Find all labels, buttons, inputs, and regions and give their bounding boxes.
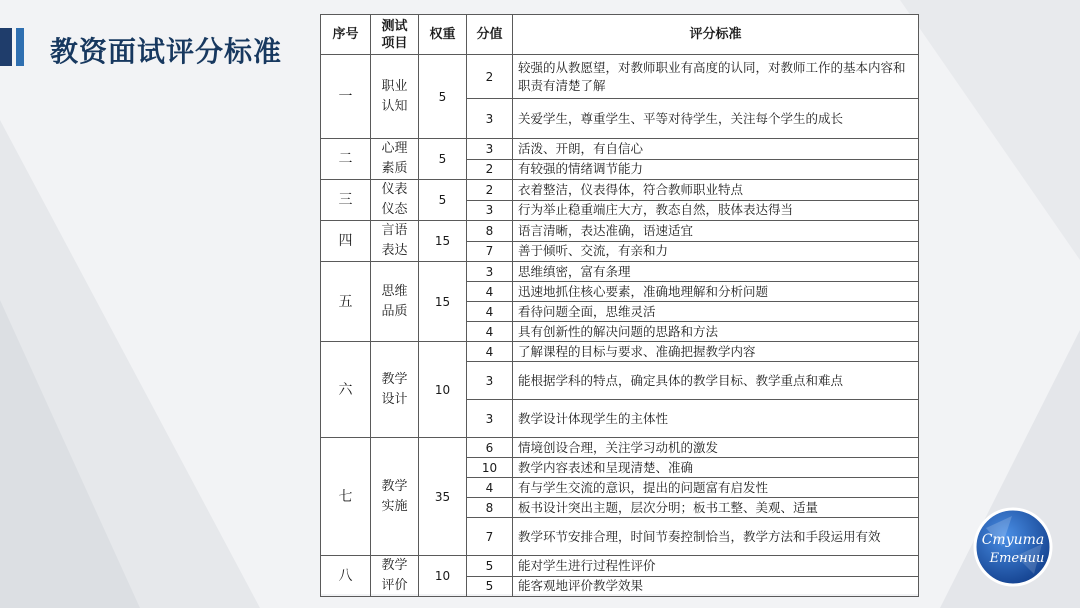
table-row	[321, 180, 919, 201]
row-criteria: 活泼、开朗，有自信心	[513, 139, 919, 160]
row-criteria: 板书设计突出主题，层次分明；板书工整、美观、适量	[513, 498, 919, 518]
row-score: 4	[467, 478, 513, 498]
row-criteria: 情境创设合理，关注学习动机的激发	[513, 438, 919, 458]
row-criteria: 有与学生交流的意识，提出的问题富有启发性	[513, 478, 919, 498]
section-weight: 15	[419, 262, 467, 342]
scoring-table-container	[320, 14, 918, 594]
row-criteria: 能对学生进行过程性评价	[513, 556, 919, 577]
row-criteria: 看待问题全面，思维灵活	[513, 302, 919, 322]
section-weight: 10	[419, 556, 467, 597]
logo-text-line2: Eтении	[989, 551, 1045, 566]
section-index: 五	[321, 262, 371, 342]
table-body	[321, 55, 919, 597]
logo-text-line1: Cmyuma	[981, 532, 1045, 548]
section-item: 教学设计	[371, 342, 419, 438]
title-bar	[0, 28, 300, 66]
row-score: 2	[467, 180, 513, 201]
row-criteria: 有较强的情绪调节能力	[513, 159, 919, 180]
section-index: 六	[321, 342, 371, 438]
row-score: 4	[467, 322, 513, 342]
row-score: 7	[467, 518, 513, 556]
row-criteria: 具有创新性的解决问题的思路和方法	[513, 322, 919, 342]
section-item: 言语表达	[371, 221, 419, 262]
section-weight: 10	[419, 342, 467, 438]
row-score: 2	[467, 55, 513, 99]
row-criteria: 思维缜密，富有条理	[513, 262, 919, 282]
section-item: 仪表仪态	[371, 180, 419, 221]
section-item: 教学评价	[371, 556, 419, 597]
section-item: 心理素质	[371, 139, 419, 180]
section-index: 四	[321, 221, 371, 262]
row-score: 6	[467, 438, 513, 458]
header-score: 分值	[467, 15, 513, 55]
row-criteria: 能根据学科的特点，确定具体的教学目标、教学重点和难点	[513, 362, 919, 400]
section-index: 七	[321, 438, 371, 556]
section-item: 思维品质	[371, 262, 419, 342]
row-score: 8	[467, 498, 513, 518]
row-criteria: 能客观地评价教学效果	[513, 576, 919, 597]
section-index: 八	[321, 556, 371, 597]
row-criteria: 行为举止稳重端庄大方，教态自然，肢体表达得当	[513, 200, 919, 221]
row-score: 3	[467, 99, 513, 139]
brand-logo-icon	[972, 506, 1054, 588]
row-criteria: 衣着整洁，仪表得体，符合教师职业特点	[513, 180, 919, 201]
table-row	[321, 139, 919, 160]
table-row	[321, 556, 919, 577]
row-score: 3	[467, 262, 513, 282]
row-score: 4	[467, 302, 513, 322]
section-weight: 5	[419, 139, 467, 180]
row-score: 4	[467, 342, 513, 362]
table-row	[321, 262, 919, 282]
table-row	[321, 55, 919, 99]
section-weight: 15	[419, 221, 467, 262]
row-score: 7	[467, 241, 513, 262]
header-index: 序号	[321, 15, 371, 55]
header-criteria: 评分标准	[513, 15, 919, 55]
section-weight: 5	[419, 180, 467, 221]
row-score: 10	[467, 458, 513, 478]
title-accent-bar	[0, 28, 12, 66]
row-criteria: 教学设计体现学生的主体性	[513, 400, 919, 438]
row-score: 3	[467, 362, 513, 400]
row-criteria: 关爱学生，尊重学生、平等对待学生，关注每个学生的成长	[513, 99, 919, 139]
row-criteria: 较强的从教愿望，对教师职业有高度的认同，对教师工作的基本内容和职责有清楚了解	[513, 55, 919, 99]
section-index: 三	[321, 180, 371, 221]
row-criteria: 迅速地抓住核心要素，准确地理解和分析问题	[513, 282, 919, 302]
section-weight: 5	[419, 55, 467, 139]
section-index: 二	[321, 139, 371, 180]
row-score: 8	[467, 221, 513, 242]
row-score: 3	[467, 139, 513, 160]
section-item: 教学实施	[371, 438, 419, 556]
table-header-row	[321, 15, 919, 55]
scoring-table	[320, 14, 919, 597]
header-item: 测试项目	[371, 15, 419, 55]
row-criteria: 了解课程的目标与要求、准确把握教学内容	[513, 342, 919, 362]
row-score: 3	[467, 400, 513, 438]
table-row	[321, 342, 919, 362]
row-criteria: 善于倾听、交流，有亲和力	[513, 241, 919, 262]
row-score: 4	[467, 282, 513, 302]
section-index: 一	[321, 55, 371, 139]
table-row	[321, 221, 919, 242]
row-score: 2	[467, 159, 513, 180]
page-title: 教资面试评分标准	[50, 35, 283, 68]
section-weight: 35	[419, 438, 467, 556]
row-score: 3	[467, 200, 513, 221]
section-item: 职业认知	[371, 55, 419, 139]
row-criteria: 语言清晰，表达准确，语速适宜	[513, 221, 919, 242]
row-score: 5	[467, 556, 513, 577]
row-criteria: 教学内容表述和呈现清楚、准确	[513, 458, 919, 478]
row-criteria: 教学环节安排合理，时间节奏控制恰当，教学方法和手段运用有效	[513, 518, 919, 556]
row-score: 5	[467, 576, 513, 597]
table-row	[321, 438, 919, 458]
title-accent-bar-light	[16, 28, 24, 66]
header-weight: 权重	[419, 15, 467, 55]
